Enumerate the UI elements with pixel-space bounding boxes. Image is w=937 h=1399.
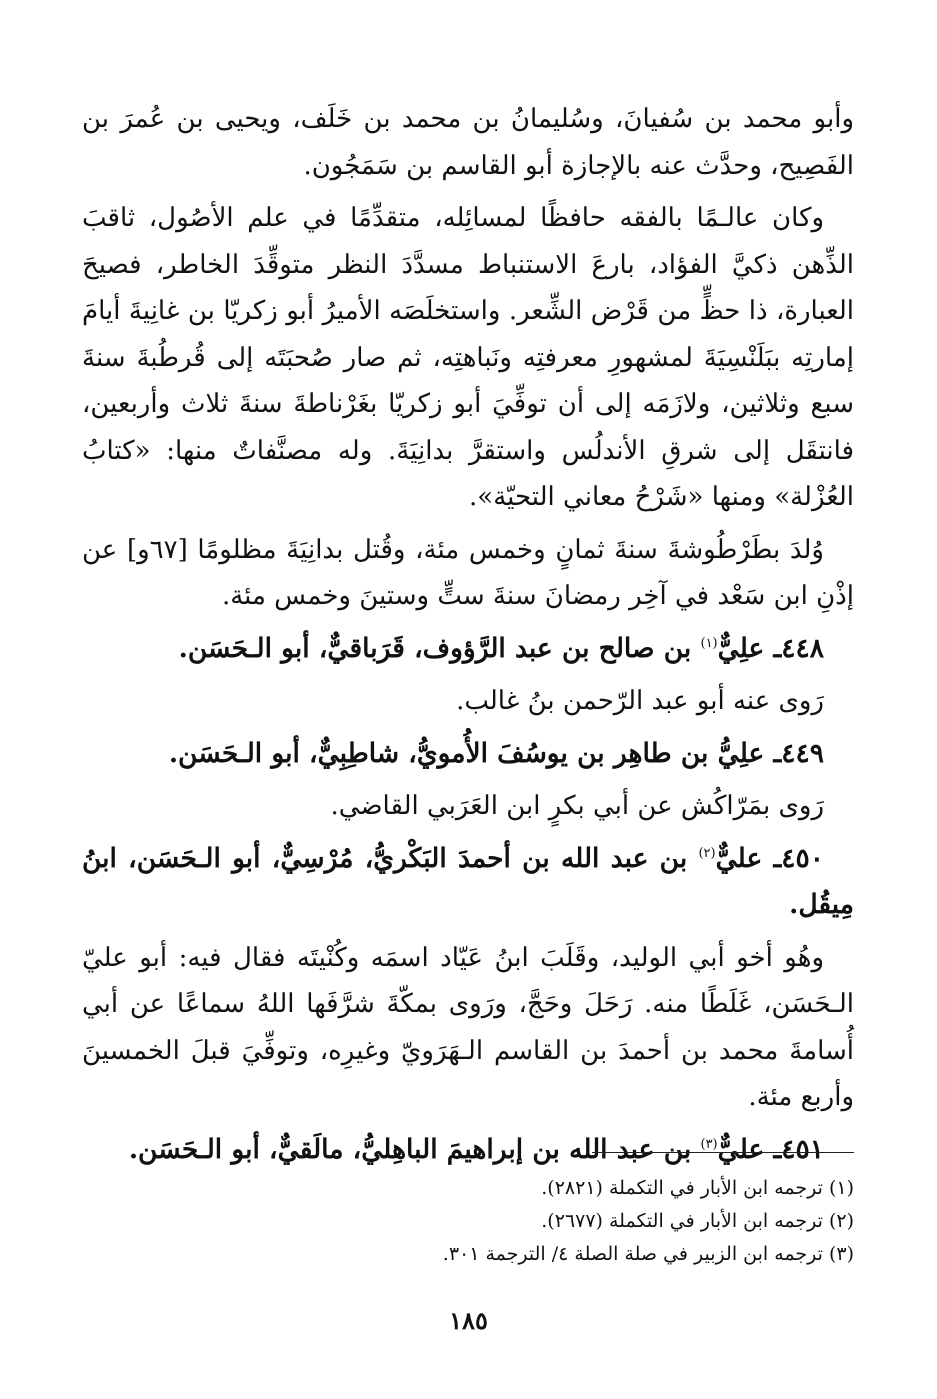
paragraph-450: وهُو أخو أبي الوليد، وقَلَبَ ابنُ عَيّاد اسمَه وكُنْيتَه فقال فيه: أبو عليّ الـحَسَن، غَلَطًا منه. رَحَلَ وحَجَّ، ورَوى بمكّةَ شرَّفَها اللهُ سماعًا عن أبي أُسامةَ محمد بن أحمدَ بن القاسم الـهَرَويّ وغيرِه، وتوفِّيَ قبلَ الخمسينَ وأربع مئة.	[82, 942, 854, 1112]
paragraph-birth-death: وُلدَ بطَرْطُوشةَ سنةَ ثمانٍ وخمس مئة، وقُتل بدانِيَةَ مظلومًا [٦٧و] عن إذْنِ ابن سَعْد في آخِر رمضانَ سنةَ ستٍّ وستينَ وخمس مئة.	[82, 534, 854, 611]
paragraph-biography: وكان عالـمًا بالفقه حافظًا لمسائِله، متقدِّمًا في علم الأصُول، ثاقبَ الذِّهن ذكيَّ الفؤاد، بارعَ الاستنباط مسدَّدَ النظر متوقِّدَ الخاطر، فصيحَ العبارة، ذا حظٍّ من قَرْض الشِّعر. واستخلَصَه الأميرُ أبو زكريّا بن غانِيةَ أيامَ إمارتِه ببَلَنْسِيَةَ لمشهورِ معرفتِه ونَباهتِه، ثم صار صُحبَتَه إلى قُرطُبةَ سنةَ سبع وثلاثين، ولازَمَه إلى أن توفِّيَ أبو زكريّا بغَرْناطةَ سنةَ ثلاث وأربعين، فانتقَل إلى شرقِ الأندلُس واستقرَّ بدانِيَةَ. وله مصنَّفاتٌ منها: «كتابُ العُزْلة» ومنها «شَرْحُ معاني التحيّة».	[82, 203, 854, 512]
paragraph-448: رَوى عنه أبو عبد الرّحمن بنُ غالب.	[456, 686, 824, 716]
footnote-2: (٢) ترجمه ابن الأبار في التكملة (٢٦٧٧).	[541, 1210, 854, 1232]
footnotes	[82, 1172, 854, 1271]
main-text	[82, 96, 854, 1179]
footnote-ref-2: (٢)	[698, 845, 716, 861]
footnote-ref-3: (٣)	[700, 1136, 718, 1152]
entry-heading-448	[82, 626, 854, 673]
footnote-divider	[592, 1152, 854, 1153]
entry-name-450: بن عبد الله بن أحمدَ البَكْريُّ، مُرْسِيٌّ، أبو الـحَسَن، ابنُ مِيقُل.	[82, 842, 854, 920]
paragraph-449: رَوى بمَرّاكُش عن أبي بكرٍ ابن العَرَبي القاضي.	[330, 791, 824, 821]
entry-name-449: بن طاهِر بن يوسُفَ الأُمويُّ، شاطِبِيٌّ، أبو الـحَسَن.	[168, 737, 718, 769]
entry-heading-450	[82, 836, 854, 929]
entry-number-451: ٤٥١ـ عليٌّ	[717, 1133, 824, 1165]
paragraph-teachers: وأبو محمد بن سُفيانَ، وسُليمانُ بن محمد بن خَلَف، ويحيى بن عُمرَ بن الفَصِيح، وحدَّث عنه بالإجازة أبو القاسم بن سَمَجُون.	[82, 104, 854, 181]
entry-name-448: بن صالح بن عبد الرَّؤوف، قَرَباقيٌّ، أبو الـحَسَن.	[178, 632, 701, 664]
entry-number-449: ٤٤٩ـ علِيُّ	[717, 737, 824, 769]
page-number: ١٨٥	[449, 1306, 488, 1335]
footnote-ref-1: (١)	[700, 635, 718, 651]
entry-number-450: ٤٥٠ـ عليٌّ	[715, 842, 824, 874]
entry-name-451: بن عبد الله بن إبراهيمَ الباهِليُّ، مالَقيٌّ، أبو الـحَسَن.	[128, 1133, 701, 1165]
entry-number-448: ٤٤٨ـ علِيٌّ	[717, 632, 824, 664]
footnote-3: (٣) ترجمه ابن الزبير في صلة الصلة ٤/ الترجمة ٣٠١.	[442, 1243, 854, 1265]
entry-heading-451	[82, 1127, 854, 1174]
footnote-1: (١) ترجمه ابن الأبار في التكملة (٢٨٢١).	[541, 1177, 854, 1199]
entry-heading-449	[82, 731, 854, 778]
